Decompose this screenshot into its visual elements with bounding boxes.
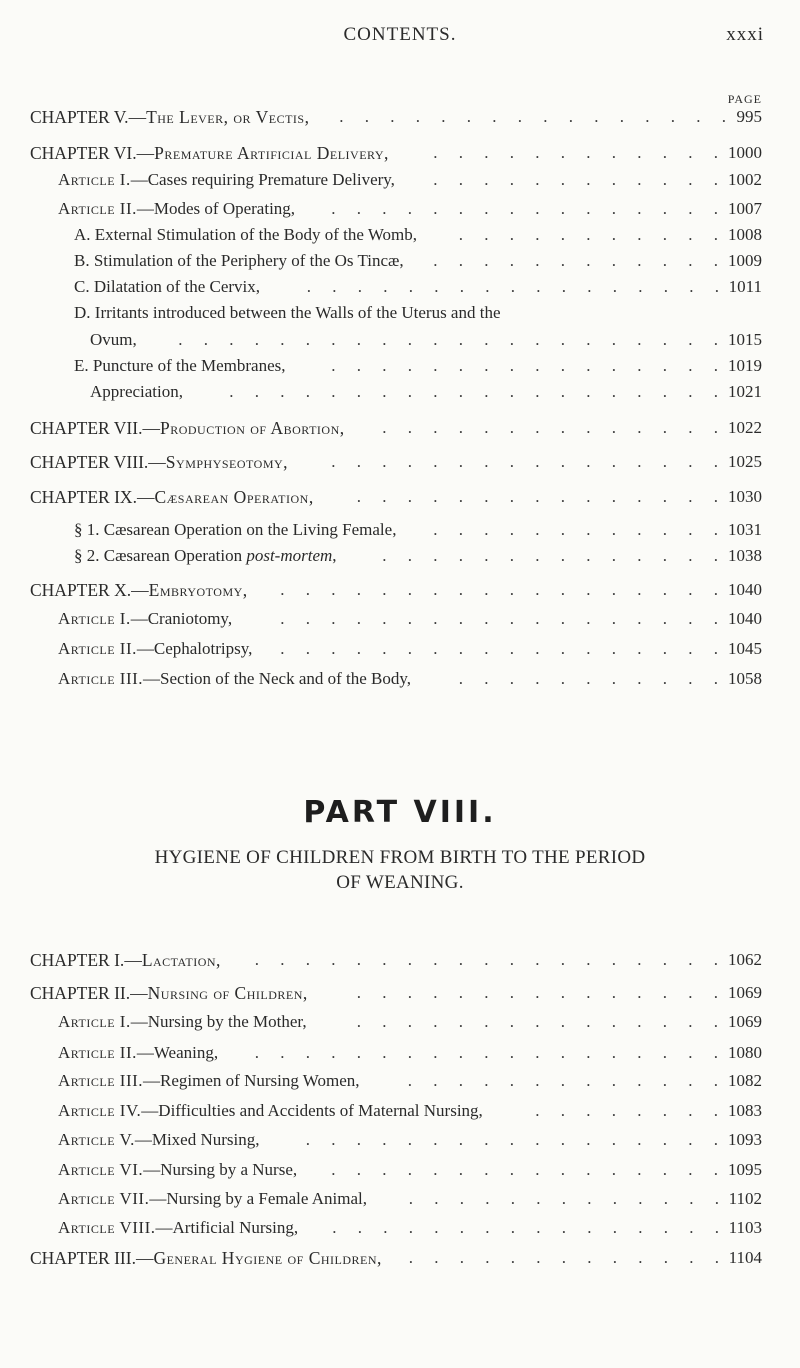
toc-entry-prefix: Article VI. bbox=[58, 1160, 144, 1179]
toc-entry-prefix: Article I. bbox=[58, 170, 131, 189]
toc-entry-title: The Lever, or Vectis, bbox=[146, 107, 310, 127]
toc-entry-page: 1040 bbox=[728, 609, 762, 628]
toc-entry bbox=[0, 983, 800, 1009]
leader-dots: . . . . . . . . . . . . . . . . . . bbox=[280, 580, 718, 599]
toc-entry bbox=[0, 1101, 800, 1127]
leader-dots: . . . . . . . . . . . . . . bbox=[382, 546, 718, 565]
leader-dots: . . . . . . . . . . . . . . . . bbox=[331, 199, 718, 218]
toc-entry-title: Artificial Nursing, bbox=[172, 1218, 299, 1237]
toc-entry bbox=[0, 1189, 800, 1215]
toc-entry-prefix: CHAPTER VI. bbox=[30, 143, 137, 163]
toc-entry-prefix: Article VII. bbox=[58, 1189, 150, 1208]
page-column-label: PAGE bbox=[727, 92, 762, 106]
toc-entry-title: Cæsarean Operation post-mortem, bbox=[103, 546, 337, 565]
toc-entry-prefix: CHAPTER V. bbox=[30, 107, 129, 127]
toc-entry-page: 1002 bbox=[728, 170, 762, 189]
toc-entry-title: Regimen of Nursing Women, bbox=[160, 1071, 360, 1090]
toc-entry-title: Ovum, bbox=[90, 330, 137, 349]
part-subtitle-line-2: OF WEANING. bbox=[336, 872, 464, 893]
toc-entry-label: CHAPTER V.—The Lever, or Vectis, bbox=[30, 107, 310, 127]
leader-dots: . . . . . . . . . . . . bbox=[433, 251, 718, 270]
toc-entry bbox=[0, 418, 800, 444]
toc-entry-label: Article I.—Nursing by the Mother, bbox=[58, 1012, 307, 1031]
toc-entry-prefix: Article V. bbox=[58, 1130, 135, 1149]
toc-entry-page: 1025 bbox=[728, 452, 762, 471]
toc-entry-title: General Hygiene of Children, bbox=[153, 1248, 382, 1268]
leader-dots: . . . . . . . . . . . . . . bbox=[382, 418, 718, 437]
toc-entry-page: 1083 bbox=[728, 1101, 762, 1120]
toc-entry-label bbox=[74, 546, 337, 566]
toc-entry-label bbox=[90, 330, 137, 350]
leader-dots: . . . . . . . . . . . . . . . . bbox=[332, 1218, 719, 1237]
toc-entry-page: 1040 bbox=[728, 580, 762, 599]
toc-entry-page: 1022 bbox=[728, 418, 762, 437]
toc-entry-label: CHAPTER II.—Nursing of Children, bbox=[30, 983, 308, 1003]
toc-entry-title: Production of Abortion, bbox=[159, 418, 345, 438]
toc-entry-page: 1030 bbox=[728, 487, 762, 506]
toc-entry-prefix: CHAPTER IX. bbox=[30, 487, 137, 507]
toc-entry-label bbox=[74, 356, 286, 376]
toc-entry-label: Article III.—Section of the Neck and of the Body, bbox=[58, 669, 412, 688]
toc-entry-page: 1082 bbox=[728, 1071, 762, 1090]
toc-entry-title: Embryotomy, bbox=[148, 580, 248, 600]
leader-dots: . . . . . . . . bbox=[535, 1101, 718, 1120]
toc-entry-prefix: E. bbox=[74, 356, 89, 375]
running-head-page-number: xxxi bbox=[726, 24, 764, 45]
toc-entry-title: Lactation, bbox=[141, 950, 221, 970]
toc-entry-label bbox=[74, 520, 396, 540]
toc-entry-page: 1103 bbox=[728, 1218, 762, 1237]
toc-entry bbox=[0, 1218, 800, 1244]
leader-dots: . . . . . . . . . . . . . . . bbox=[356, 983, 718, 1002]
leader-dots: . . . . . . . . . . . . . . . . . bbox=[306, 277, 719, 296]
toc-entry-label bbox=[90, 382, 183, 402]
toc-entry-page: 1069 bbox=[728, 983, 762, 1002]
toc-entry-label: Article I.—Craniotomy, bbox=[58, 609, 233, 628]
toc-entry-label: CHAPTER VI.—Premature Artificial Delivery, bbox=[30, 143, 389, 163]
toc-entry bbox=[0, 225, 800, 251]
toc-entry-title: Appreciation, bbox=[90, 382, 183, 401]
toc-entry-page: 1104 bbox=[728, 1248, 762, 1267]
part-title: PART VIII. bbox=[303, 795, 497, 830]
leader-dots: . . . . . . . . . . . . . bbox=[408, 1189, 719, 1208]
toc-entry-label: CHAPTER VII.—Production of Abortion, bbox=[30, 418, 345, 438]
leader-dots: . . . . . . . . . . . . . . . . . . . bbox=[254, 1043, 718, 1062]
toc-entry-title: Dilatation of the Cervix, bbox=[93, 277, 261, 296]
toc-entry-page: 1069 bbox=[728, 1012, 762, 1031]
toc-entry-page: 1000 bbox=[728, 143, 762, 162]
toc-entry-page: 1007 bbox=[728, 199, 762, 218]
toc-entry bbox=[0, 303, 800, 329]
toc-entry bbox=[0, 639, 800, 665]
toc-entry-title: Nursing by the Mother, bbox=[147, 1012, 307, 1031]
toc-entry-page: 1038 bbox=[728, 546, 762, 565]
toc-entry bbox=[0, 546, 800, 572]
toc-entry-prefix: CHAPTER VIII. bbox=[30, 452, 149, 472]
toc-entry bbox=[0, 330, 800, 356]
leader-dots: . . . . . . . . . . . . bbox=[433, 520, 718, 539]
toc-entry-page: 1021 bbox=[728, 382, 762, 401]
toc-entry bbox=[0, 1043, 800, 1069]
toc-entry-prefix: Article IV. bbox=[58, 1101, 142, 1120]
toc-entry-prefix: B. bbox=[74, 251, 90, 270]
toc-entry-label: CHAPTER IX.—Cæsarean Operation, bbox=[30, 487, 314, 507]
toc-entry-page: 1015 bbox=[728, 330, 762, 349]
leader-dots: . . . . . . . . . . . . bbox=[433, 143, 718, 162]
leader-dots: . . . . . . . . . . . bbox=[458, 669, 718, 688]
toc-entry bbox=[0, 950, 800, 976]
toc-entry-page: 1009 bbox=[728, 251, 762, 270]
toc-entry-title: Cæsarean Operation on the Living Female, bbox=[103, 520, 397, 539]
toc-entry bbox=[0, 170, 800, 196]
toc-entry-label bbox=[74, 277, 260, 297]
toc-entry-title: Craniotomy, bbox=[147, 609, 233, 628]
toc-entry bbox=[0, 580, 800, 606]
toc-entry-label bbox=[74, 251, 404, 271]
toc-entry-label: CHAPTER III.—General Hygiene of Children, bbox=[30, 1248, 382, 1268]
toc-entry-label: Article IV.—Difficulties and Accidents of Maternal Nursing, bbox=[58, 1101, 483, 1120]
toc-entry-prefix: Article I. bbox=[58, 609, 131, 628]
toc-entry bbox=[0, 487, 800, 513]
leader-dots: . . . . . . . . . . . . . . . . bbox=[331, 452, 718, 471]
toc-entry-title: Premature Artificial Delivery, bbox=[154, 143, 389, 163]
toc-entry bbox=[0, 382, 800, 408]
toc-entry-prefix: A. bbox=[74, 225, 91, 244]
leader-dots: . . . . . . . . . . . . . . . . bbox=[331, 356, 718, 375]
toc-entry-title: External Stimulation of the Body of the Womb, bbox=[94, 225, 418, 244]
toc-entry-title: Section of the Neck and of the Body, bbox=[160, 669, 412, 688]
toc-entry-prefix: Article II. bbox=[58, 199, 137, 218]
toc-entry-label bbox=[74, 303, 501, 323]
toc-entry-title: Symphyseotomy, bbox=[165, 452, 289, 472]
toc-entry-title: Cæsarean Operation, bbox=[154, 487, 314, 507]
toc-entry-label: Article VII.—Nursing by a Female Animal, bbox=[58, 1189, 368, 1208]
toc-entry-prefix: Article III. bbox=[58, 1071, 144, 1090]
toc-entry-label: Article II.—Modes of Operating, bbox=[58, 199, 296, 218]
toc-entry-title: Nursing of Children, bbox=[147, 983, 308, 1003]
toc-entry-page: 1095 bbox=[728, 1160, 762, 1179]
toc-entry-label bbox=[74, 225, 417, 245]
toc-entry-title: Puncture of the Membranes, bbox=[92, 356, 286, 375]
toc-entry-prefix: C. bbox=[74, 277, 90, 296]
toc-entry-page: 1031 bbox=[728, 520, 762, 539]
toc-entry-title: Cephalotripsy, bbox=[153, 639, 253, 658]
toc-entry-title: Difficulties and Accidents of Maternal Nursing, bbox=[158, 1101, 483, 1120]
leader-dots: . . . . . . . . . . . . bbox=[433, 170, 718, 189]
toc-entry-label: CHAPTER VIII.—Symphyseotomy, bbox=[30, 452, 289, 472]
leader-dots: . . . . . . . . . . . . . bbox=[407, 1071, 718, 1090]
toc-entry-title: Weaning, bbox=[153, 1043, 219, 1062]
leader-dots: . . . . . . . . . . . . . . . . . . . . bbox=[229, 382, 718, 401]
leader-dots: . . . . . . . . . . . bbox=[458, 225, 718, 244]
toc-entry-prefix: Article I. bbox=[58, 1012, 131, 1031]
toc-entry bbox=[0, 1130, 800, 1156]
toc-entry-label: Article II.—Weaning, bbox=[58, 1043, 219, 1062]
leader-dots: . . . . . . . . . . . . . . . . . . bbox=[280, 609, 718, 628]
toc-entry bbox=[0, 1248, 800, 1274]
toc-entry bbox=[0, 1071, 800, 1097]
toc-entry-label: Article I.—Cases requiring Premature Delivery, bbox=[58, 170, 395, 189]
toc-entry bbox=[0, 356, 800, 382]
toc-entry-title: Stimulation of the Periphery of the Os Tincæ, bbox=[93, 251, 404, 270]
toc-entry-prefix: CHAPTER VII. bbox=[30, 418, 143, 438]
leader-dots: . . . . . . . . . . . . . . . . . . bbox=[280, 639, 718, 658]
toc-entry bbox=[0, 199, 800, 225]
toc-entry-prefix: CHAPTER III. bbox=[30, 1248, 136, 1268]
toc-entry-page: 1045 bbox=[728, 639, 762, 658]
toc-entry-title: Nursing by a Nurse, bbox=[160, 1160, 298, 1179]
toc-entry-page: 1062 bbox=[728, 950, 762, 969]
leader-dots: . . . . . . . . . . . . . . . . . bbox=[305, 1130, 718, 1149]
toc-entry-title: Irritants introduced between the Walls of the Uterus and the bbox=[94, 303, 501, 322]
toc-entry bbox=[0, 277, 800, 303]
toc-entry-prefix: § 1. bbox=[74, 520, 100, 539]
toc-entry-prefix: CHAPTER I. bbox=[30, 950, 125, 970]
toc-entry-prefix: Article III. bbox=[58, 669, 144, 688]
part-subtitle-line-1: HYGIENE OF CHILDREN FROM BIRTH TO THE PERIOD bbox=[154, 847, 646, 868]
toc-entry-title: Nursing by a Female Animal, bbox=[166, 1189, 368, 1208]
toc-entry-page: 1093 bbox=[728, 1130, 762, 1149]
toc-entry-page: 1019 bbox=[728, 356, 762, 375]
running-head-title: CONTENTS. bbox=[343, 24, 457, 45]
leader-dots: . . . . . . . . . . . . . . . . . . . . . . bbox=[178, 330, 718, 349]
toc-entry-label: Article III.—Regimen of Nursing Women, bbox=[58, 1071, 360, 1090]
toc-entry-page: 1058 bbox=[728, 669, 762, 688]
toc-entry bbox=[0, 251, 800, 277]
toc-entry-label: Article VIII.—Artificial Nursing, bbox=[58, 1218, 299, 1237]
toc-entry-prefix: CHAPTER X. bbox=[30, 580, 132, 600]
toc-entry-label: Article II.—Cephalotripsy, bbox=[58, 639, 253, 658]
toc-entry bbox=[0, 107, 800, 133]
toc-entry bbox=[0, 452, 800, 478]
toc-entry-title: Modes of Operating, bbox=[153, 199, 296, 218]
toc-entry-page: 1080 bbox=[728, 1043, 762, 1062]
toc-entry-label: CHAPTER I.—Lactation, bbox=[30, 950, 221, 970]
leader-dots: . . . . . . . . . . . . . . . . bbox=[339, 107, 726, 126]
toc-entry-page: 1011 bbox=[728, 277, 762, 296]
leader-dots: . . . . . . . . . . . . . . . bbox=[356, 487, 718, 506]
leader-dots: . . . . . . . . . . . . . bbox=[408, 1248, 719, 1267]
toc-entry-prefix: Article II. bbox=[58, 639, 137, 658]
toc-entry-prefix: CHAPTER II. bbox=[30, 983, 131, 1003]
toc-entry bbox=[0, 669, 800, 695]
toc-entry-label: Article V.—Mixed Nursing, bbox=[58, 1130, 260, 1149]
toc-entry-prefix: § 2. bbox=[74, 546, 100, 565]
toc-entry-page: 995 bbox=[736, 107, 762, 126]
toc-entry-prefix: D. bbox=[74, 303, 91, 322]
toc-entry-page: 1102 bbox=[728, 1189, 762, 1208]
toc-entry-label: CHAPTER X.—Embryotomy, bbox=[30, 580, 248, 600]
toc-entry-label: Article VI.—Nursing by a Nurse, bbox=[58, 1160, 298, 1179]
toc-entry-page: 1008 bbox=[728, 225, 762, 244]
leader-dots: . . . . . . . . . . . . . . . bbox=[356, 1012, 718, 1031]
toc-entry-prefix: Article II. bbox=[58, 1043, 137, 1062]
toc-entry bbox=[0, 143, 800, 169]
toc-entry bbox=[0, 609, 800, 635]
toc-entry-prefix: Article VIII. bbox=[58, 1218, 156, 1237]
toc-entry-title: Cases requiring Premature Delivery, bbox=[147, 170, 395, 189]
leader-dots: . . . . . . . . . . . . . . . . bbox=[331, 1160, 718, 1179]
toc-entry bbox=[0, 1160, 800, 1186]
toc-entry bbox=[0, 520, 800, 546]
toc-entry bbox=[0, 1012, 800, 1038]
toc-entry-title: Mixed Nursing, bbox=[151, 1130, 260, 1149]
running-head bbox=[0, 22, 800, 52]
leader-dots: . . . . . . . . . . . . . . . . . . . bbox=[254, 950, 718, 969]
